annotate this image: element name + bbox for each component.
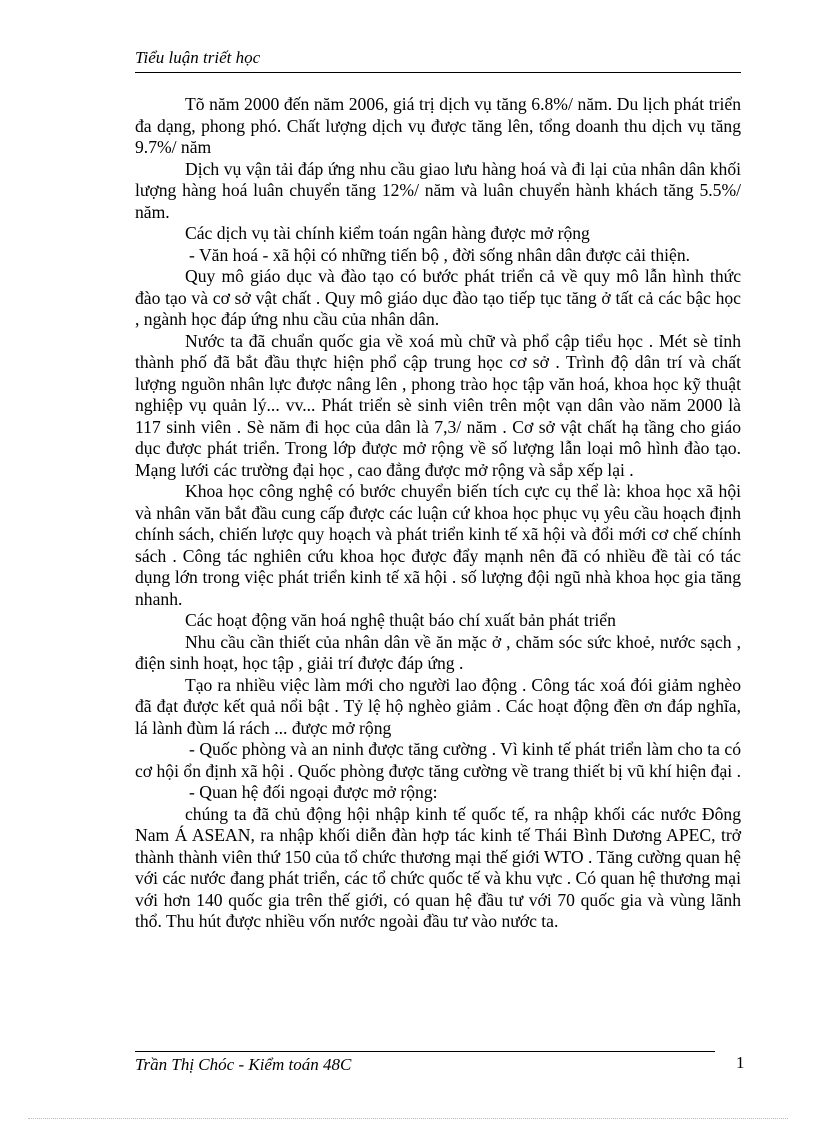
- page-bottom-divider: [28, 1118, 788, 1119]
- paragraph: Tõ năm 2000 đến năm 2006, giá trị dịch vụ tăng 6.8%/ năm. Du lịch phát triển đa dạng, phong phó. Chất lượng dịch vụ được tăng lên, tổng doanh thu dịch vụ tăng 9.7%/ năm: [135, 94, 741, 157]
- paragraph: Các dịch vụ tài chính kiểm toán ngân hàng được mở rộng: [185, 223, 590, 243]
- document-body: [135, 94, 741, 933]
- paragraph: - Văn hoá - xã hội có những tiến bộ , đời sống nhân dân được cải thiện.: [189, 244, 691, 265]
- paragraph: Nhu cầu cần thiết của nhân dân về ăn mặc ở , chăm sóc sức khoẻ, nước sạch , điện sinh hoạt, học tập , giải trí được đáp ứng .: [135, 631, 741, 673]
- paragraph: - Quan hệ đối ngoại được mở rộng:: [189, 782, 438, 802]
- paragraph: Dịch vụ vận tải đáp ứng nhu cầu giao lưu hàng hoá và đi lại của nhân dân khối lượng hàng hoá luân chuyển tăng 12%/ năm và luân chuyển hành khách tăng 5.5%/ năm.: [135, 158, 741, 222]
- page-number: 1: [736, 1053, 745, 1072]
- page-header: Tiểu luận triết học: [135, 48, 741, 73]
- paragraph: Quy mô giáo dục và đào tạo có bước phát triển cả về quy mô lẫn hình thức đào tạo và cơ sở vật chất . Quy mô giáo dục đào tạo tiếp tục tăng ở tất cả các bậc học , ngành học đáp ứng nhu cầu của nhân dân.: [135, 266, 741, 329]
- paragraph: Khoa học công nghệ có bước chuyển biến tích cực cụ thể là: khoa học xã hội và nhân văn bắt đầu cung cấp được các luận cứ khoa học phục vụ yêu cầu hoạch định chính sách, chiến lược quy hoạch và phát triển kinh tế xã hội và đổi mới cơ chế chính sách . Công tác nghiên cứu khoa học được đẩy mạnh nên đã có nhiều đề tài có tác dụng lớn trong việc phát triển kinh tế xã hội . số lượng đội ngũ nhà khoa học gia tăng nhanh.: [135, 481, 741, 609]
- footer-divider: [135, 1051, 715, 1052]
- paragraph: Các hoạt động văn hoá nghệ thuật báo chí xuất bản phát triển: [185, 610, 616, 630]
- paragraph: - Quốc phòng và an ninh được tăng cường . Vì kinh tế phát triển làm cho ta có cơ hội ổn định xã hội . Quốc phòng được tăng cường về trang thiết bị vũ khí hiện đại .: [135, 739, 741, 781]
- paragraph: Tạo ra nhiều việc làm mới cho người lao động . Công tác xoá đói giảm nghèo đã đạt được kết quả nổi bật . Tỷ lệ hộ nghèo giảm . Các hoạt động đền ơn đáp nghĩa, lá lành đùm lá rách ... được mở rộng: [135, 674, 741, 738]
- page-footer: Trần Thị Chóc - Kiểm toán 48C: [135, 1055, 352, 1074]
- paragraph: chúng ta đã chủ động hội nhập kinh tế quốc tế, ra nhập khối các nước Đông Nam Á ASEAN, ra nhập khối diễn đàn hợp tác kinh tế Thái Bình Dương APEC, trở thành thành viên thứ 150 của tổ chức thương mại thế giới WTO . Tăng cường quan hệ với các nước đang phát triển, các tổ chức quốc tế và khu vực . Có quan hệ thương mại với hơn 140 quốc gia trên thế giới, có quan hệ đầu tư với 70 quốc gia và vùng lãnh thổ. Thu hút được nhiều vốn nước ngoài đầu tư vào nước ta.: [135, 803, 741, 931]
- paragraph: Nước ta đã chuẩn quốc gia về xoá mù chữ và phổ cập tiểu học . Mét sè tỉnh thành phố đã bắt đầu thực hiện phổ cập trung học cơ sở . Trình độ dân trí và chất lượng nguồn nhân lực được nâng lên , phong trào học tập văn hoá, khoa học kỹ thuật nghiệp vụ quản lý... vv... Phát triển sè sinh viên trên một vạn dân vào năm 2000 là 117 sinh viên . Sè năm đi học của dân là 7,3/ năm . Cơ sở vật chất hạ tầng cho giáo dục được phát triển. Trong lớp được mở rộng về số lượng lẫn loại mô hình đào tạo. Mạng lưới các trường đại học , cao đẳng được mở rộng và sắp xếp lại .: [135, 330, 741, 480]
